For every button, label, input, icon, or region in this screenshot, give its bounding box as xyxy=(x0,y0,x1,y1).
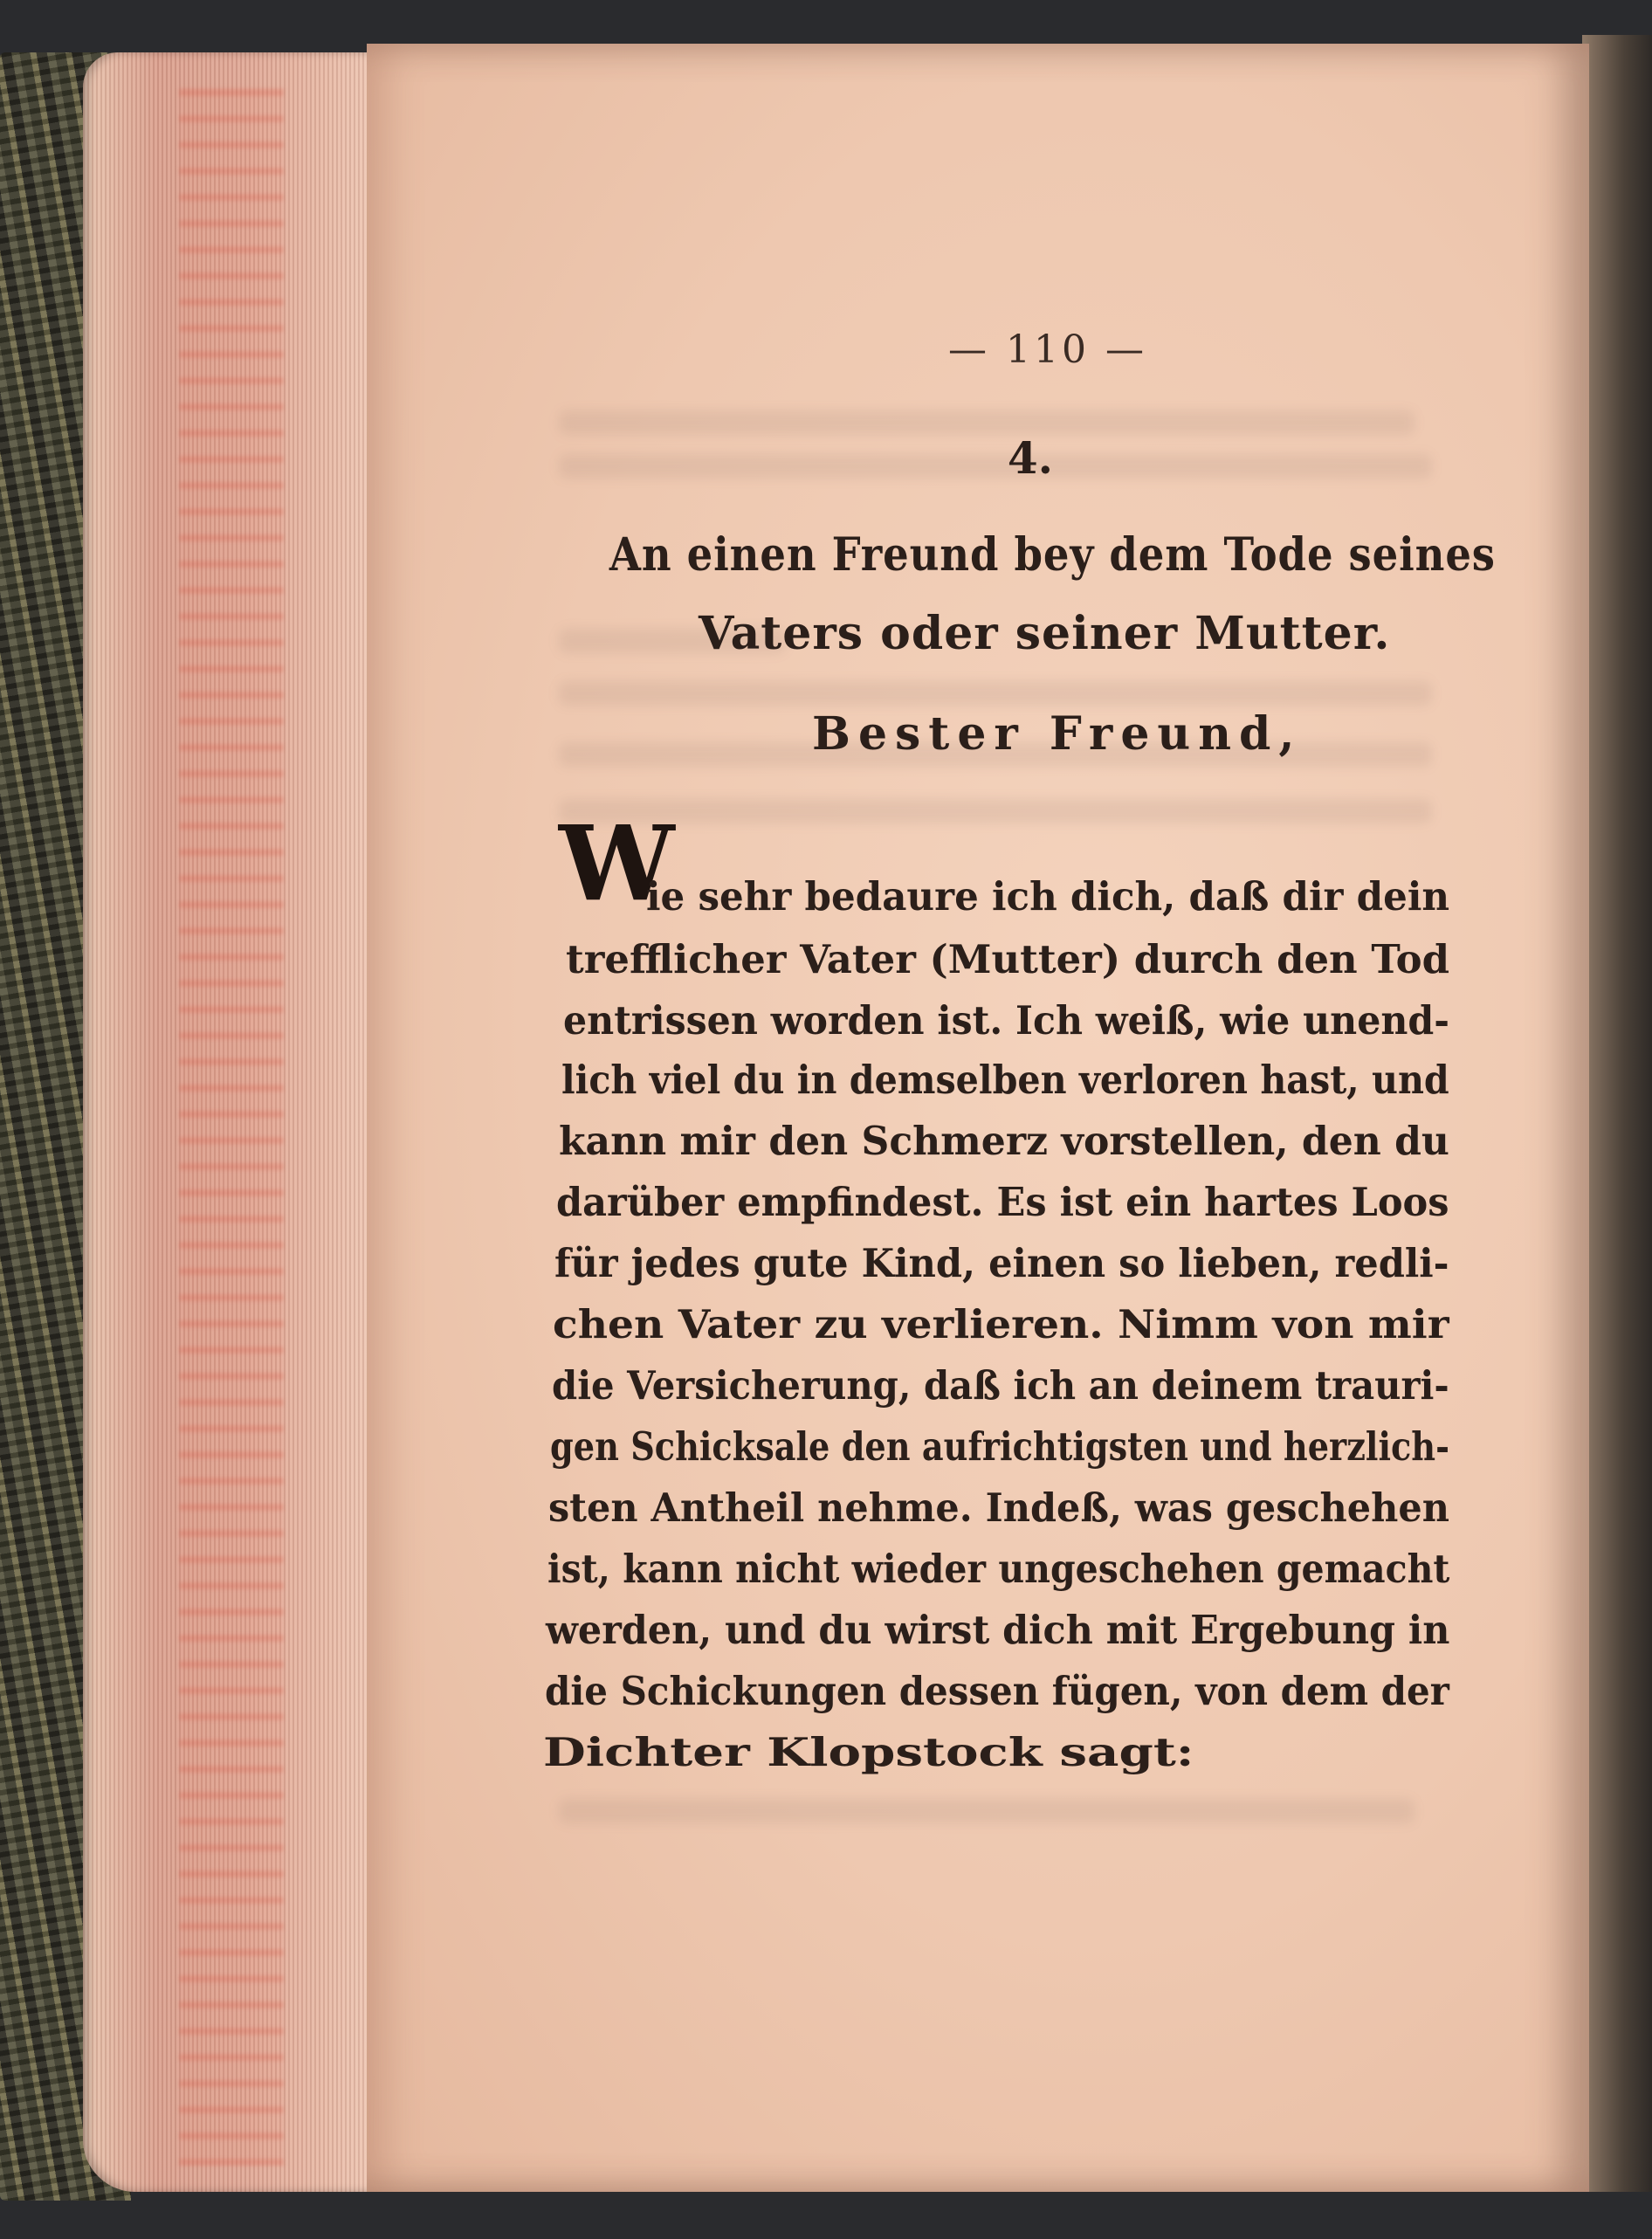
body-line: für jedes gute Kind, einen so lieben, redli- xyxy=(554,1240,1449,1286)
body-line: werden, und du wirst dich mit Ergebung in xyxy=(546,1607,1450,1653)
section-number: 4. xyxy=(1007,432,1054,484)
drop-cap: W xyxy=(559,803,675,924)
body-line: trefflicher Vater (Mutter) durch den Tod xyxy=(566,936,1449,982)
body-line: die Schickungen dessen fügen, von dem der xyxy=(545,1668,1449,1714)
back-cover-board xyxy=(1582,35,1652,2192)
page-edges xyxy=(83,52,380,2192)
body-line: Dichter Klopstock sagt: xyxy=(543,1729,1194,1775)
body-line: entrissen worden ist. Ich weiß, wie unend- xyxy=(563,997,1449,1044)
page-number: — 110 — xyxy=(948,327,1147,372)
show-through xyxy=(559,799,1432,823)
body-line: gen Schicksale den aufrichtigsten und herzlich- xyxy=(550,1423,1449,1470)
body-line: ie sehr bedaure ich dich, daß dir dein xyxy=(646,873,1450,920)
body-line: lich viel du in demselben verloren hast, und xyxy=(561,1057,1449,1103)
letter-heading-line-1: An einen Freund bey dem Tode seines xyxy=(609,528,1496,582)
show-through xyxy=(559,681,1432,706)
body-line: die Versicherung, daß ich an deinem trauri- xyxy=(552,1362,1449,1409)
body-line: ist, kann nicht wieder ungeschehen gemacht xyxy=(547,1546,1450,1592)
letter-heading-line-2: Vaters oder seiner Mutter. xyxy=(699,607,1391,660)
body-line: chen Vater zu verlieren. Nimm von mir xyxy=(553,1301,1449,1347)
salutation: Bester Freund, xyxy=(812,707,1303,761)
body-line: darüber empfindest. Es ist ein hartes Loos xyxy=(556,1179,1449,1225)
show-through xyxy=(559,410,1415,435)
body-line: kann mir den Schmerz vorstellen, den du xyxy=(559,1118,1449,1164)
body-line: sten Antheil nehme. Indeß, was geschehen xyxy=(548,1485,1449,1531)
show-through xyxy=(559,1799,1415,1823)
